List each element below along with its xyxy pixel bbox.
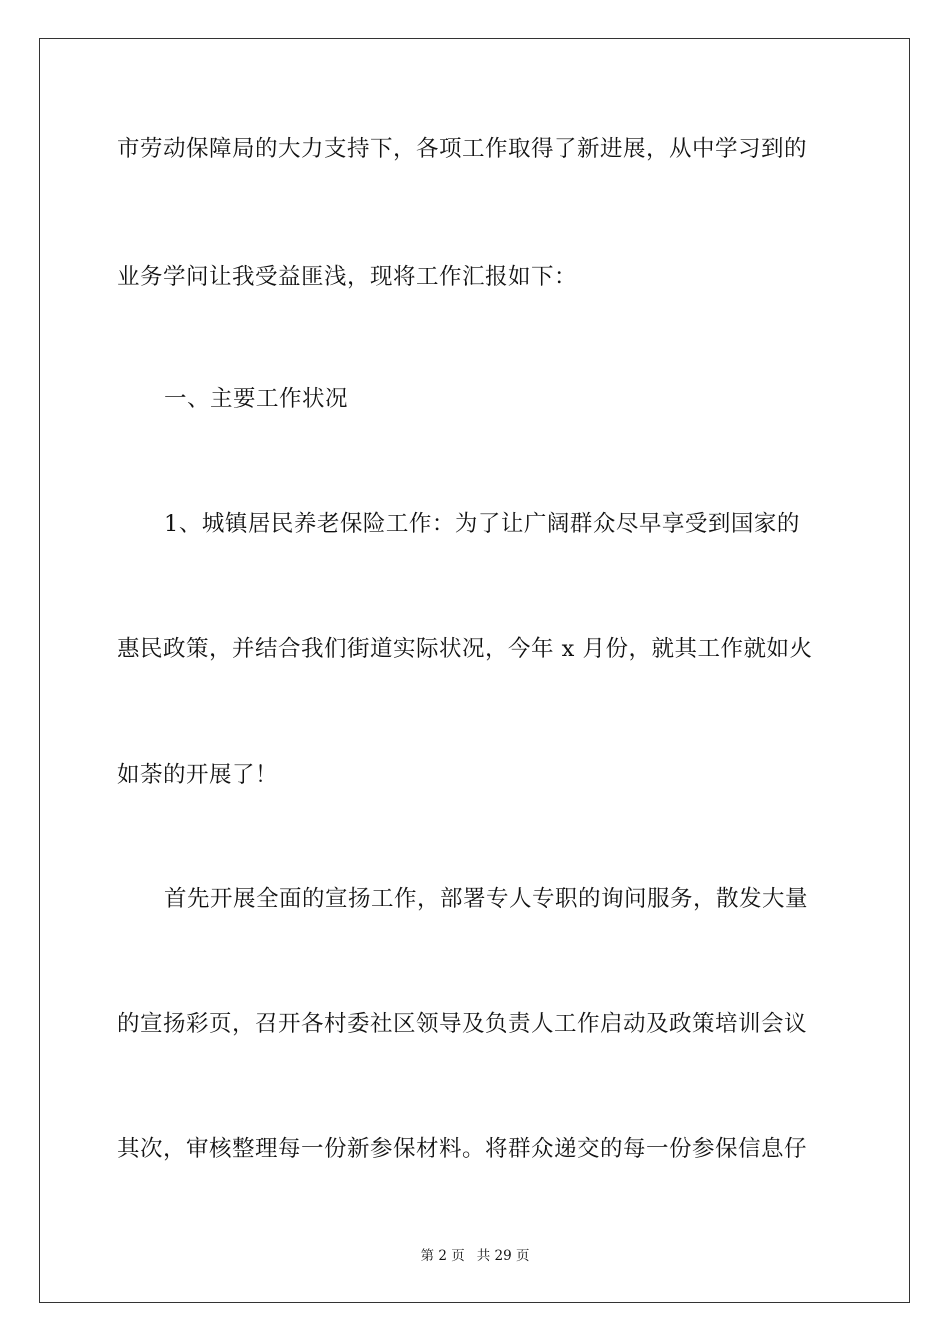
body-line-8: 的宣扬彩页，召开各村委社区领导及负责人工作启动及政策培训会议	[117, 1011, 808, 1037]
page-border	[39, 38, 910, 1303]
body-line-7: 首先开展全面的宣扬工作，部署专人专职的询问服务，散发大量	[164, 886, 809, 912]
body-line-6: 如荼的开展了！	[117, 762, 279, 788]
body-line-1: 市劳动保障局的大力支持下，各项工作取得了新进展，从中学习到的	[117, 136, 808, 162]
body-line-4: 1、城镇居民养老保险工作：为了让广阔群众尽早享受到国家的	[164, 511, 800, 537]
body-line-2: 业务学问让我受益匪浅，现将工作汇报如下：	[117, 264, 578, 290]
section-heading: 一、主要工作状况	[164, 386, 349, 412]
page-footer	[0, 1247, 950, 1265]
body-line-5: 惠民政策，并结合我们街道实际状况，今年 x 月份，就其工作就如火	[117, 636, 813, 662]
page-total: 共 29 页	[476, 1248, 530, 1264]
body-line-9: 其次，审核整理每一份新参保材料。将群众递交的每一份参保信息仔	[117, 1136, 808, 1162]
page-number: 第 2 页	[420, 1248, 465, 1264]
